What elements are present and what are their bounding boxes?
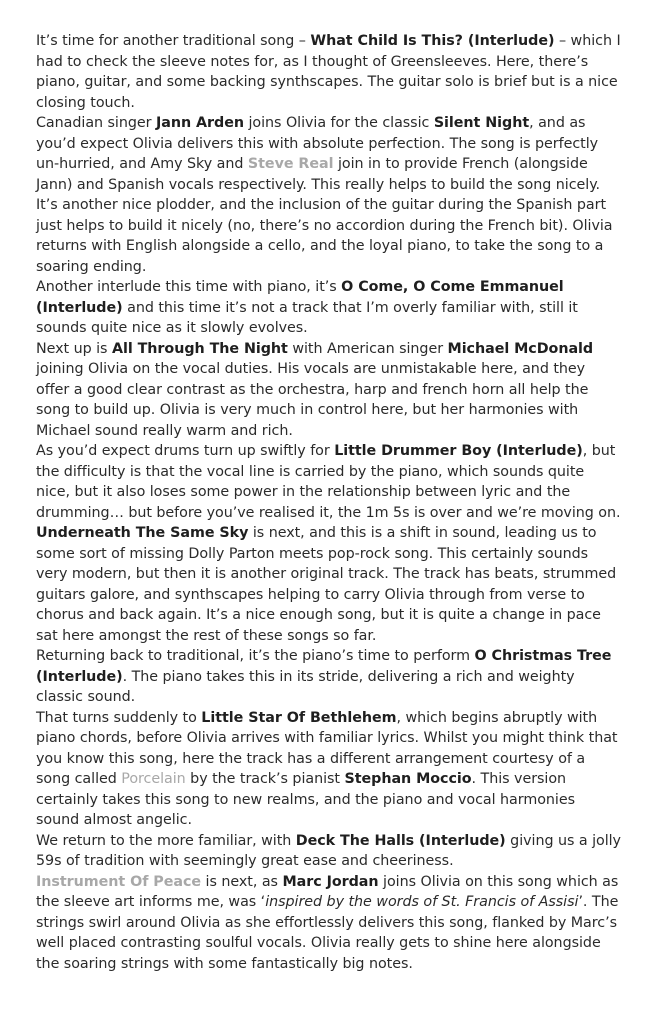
text: Canadian singer <box>36 115 156 131</box>
paragraph-what-child-is-this <box>36 31 621 113</box>
text: It’s time for another traditional song – <box>36 33 311 49</box>
link-instrument-of-peace[interactable]: Instrument Of Peace <box>36 873 202 890</box>
text: , which begins abruptly with piano chords, before Olivia arrives with familiar lyrics. Whilst you might think that you know this song, here the track has a different arrangement courtesy of a song called <box>36 709 618 787</box>
paragraph-silent-night <box>36 113 621 277</box>
song-title-little-drummer-boy: Little Drummer Boy (Interlude) <box>334 443 583 459</box>
text: joins Olivia on this song which as the sleeve art informs me, was ‘ <box>36 873 619 910</box>
text: That turns suddenly to <box>36 709 202 726</box>
paragraph-instrument-of-peace <box>36 872 621 975</box>
text: by the track’s pianist <box>185 771 345 787</box>
text: is next, as <box>201 873 283 890</box>
text: is next, and this is a shift in sound, leading us to some sort of missing Dolly Parton meets pop-rock song. This certainly sounds very modern, but then it is another original track. The track has beats, strummed guitars galore, and synthscapes helping to carry Olivia through from verse to chorus and back again. It’s a nice enough song, but it is quite a change in pace sat here amongst the rest of these songs so far. <box>36 525 617 644</box>
paragraph-deck-the-halls <box>36 831 621 872</box>
song-title-all-through-the-night: All Through The Night <box>111 340 288 357</box>
text: ’. The strings swirl around Olivia as she effortlessly delivers this song, flanked by Marc’s well placed contrasting soulful vocals. Olivia really gets to shine here alongside the soaring strings with some fantastically big notes. <box>36 894 619 972</box>
text: , and as you’d expect Olivia delivers this with absolute perfection. The song is perfectly un-hurried, and Amy Sky and <box>36 115 599 172</box>
text: As you’d expect drums turn up swiftly for <box>36 443 335 459</box>
song-title-o-come-emmanuel: O Come, O Come Emmanuel (Interlude) <box>36 279 564 316</box>
text: . This version certainly takes this song to new realms, and the piano and vocal harmonies sound almost angelic. <box>36 771 575 828</box>
artist-stephan-moccio: Stephan Moccio <box>344 771 472 787</box>
text: joins Olivia for the classic <box>244 115 434 131</box>
song-title-little-star-of-bethlehem: Little Star Of Bethlehem <box>201 709 397 726</box>
song-title-o-christmas-tree: O Christmas Tree (Interlude) <box>36 648 612 685</box>
text: join in to provide French (alongside Jann) and Spanish vocals respectively. This really helps to build the song nicely. It’s another nice plodder, and the inclusion of the guitar during the Spanish part just helps to build it nicely (no, there’s no accordion during the French bit). Olivia returns with English alongside a cello, and the loyal piano, to take the song to a soaring ending. <box>36 156 613 275</box>
text: and this time it’s not a track that I’m overly familiar with, still it sounds quite nice as it slowly evolves. <box>36 299 578 336</box>
artist-marc-jordan: Marc Jordan <box>282 873 379 890</box>
text: Another interlude this time with piano, it’s <box>36 279 342 295</box>
text: joining Olivia on the vocal duties. His vocals are unmistakable here, and they offer a good clear contrast as the orchestra, harp and french horn all help the song to build up. Olivia is very much in control here, but her harmonies with Michael sound really warm and rich. <box>36 361 589 439</box>
text: with American singer <box>287 340 448 357</box>
paragraph-all-through-the-night <box>36 339 621 442</box>
song-title-what-child-is-this: What Child Is This? (Interlude) <box>310 33 555 49</box>
link-steve-real[interactable]: Steve Real <box>247 156 334 172</box>
artist-michael-mcdonald: Michael McDonald <box>447 340 594 357</box>
text: Next up is <box>36 340 112 357</box>
text: We return to the more familiar, with <box>36 832 296 849</box>
paragraph-little-star-of-bethlehem <box>36 708 621 831</box>
text: , but the difficulty is that the vocal line is carried by the piano, which sounds quite nice, but it also loses some power in the relationship between lyric and the drumming… but before you’ve realised it, the 1m 5s is over and we’re moving on. <box>36 443 621 521</box>
text: – which I had to check the sleeve notes for, as I thought of Greensleeves. Here, there’s piano, guitar, and some backing synthscapes. The guitar solo is brief but is a nice closing touch. <box>36 33 621 111</box>
text: . The piano takes this in its stride, delivering a rich and weighty classic sound. <box>36 668 575 705</box>
paragraph-o-christmas-tree <box>36 646 621 708</box>
text: Returning back to traditional, it’s the piano’s time to perform <box>36 648 475 664</box>
paragraph-o-come-emmanuel <box>36 277 621 339</box>
paragraph-underneath-the-same-sky <box>36 523 621 646</box>
song-title-silent-night: Silent Night <box>433 115 530 131</box>
link-porcelain[interactable]: Porcelain <box>121 771 186 787</box>
review-article <box>36 31 621 974</box>
artist-jann-arden: Jann Arden <box>155 115 244 131</box>
song-title-deck-the-halls: Deck The Halls (Interlude) <box>295 832 506 849</box>
paragraph-little-drummer-boy <box>36 441 621 523</box>
song-title-underneath-the-same-sky: Underneath The Same Sky <box>36 525 249 541</box>
quote-st-francis: inspired by the words of St. Francis of Assisi <box>265 894 579 910</box>
text: giving us a jolly 59s of tradition with seemingly great ease and cheeriness. <box>36 832 621 869</box>
